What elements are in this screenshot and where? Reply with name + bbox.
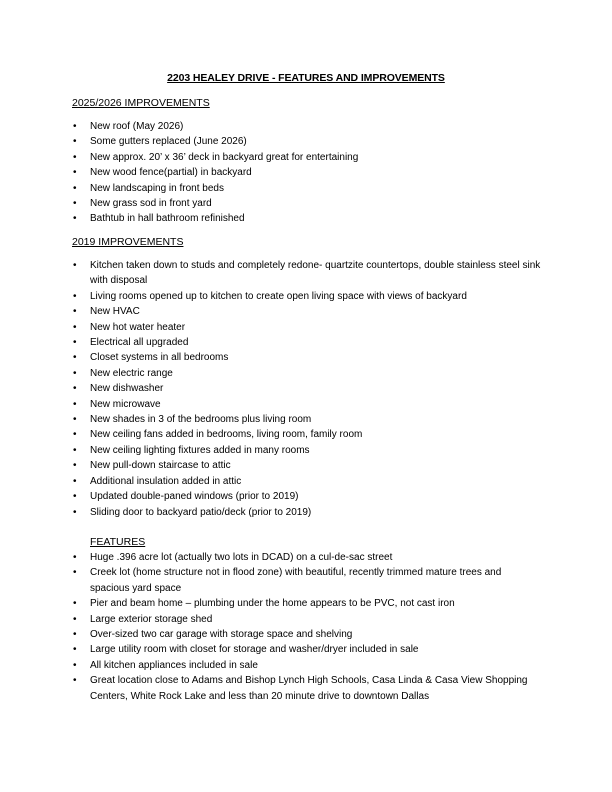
list-item bbox=[72, 381, 542, 396]
list-item-text: New landscaping in front beds bbox=[90, 182, 224, 194]
list-item-text: New microwave bbox=[90, 398, 161, 410]
list-item-text: Updated double-paned windows (prior to 2019) bbox=[90, 491, 299, 503]
bullet-icon: • bbox=[73, 552, 77, 563]
list-item-text: Additional insulation added in attic bbox=[90, 475, 242, 487]
bullet-icon: • bbox=[73, 337, 77, 349]
list-item bbox=[72, 458, 542, 473]
list-item-text: New ceiling fans added in bedrooms, living room, family room bbox=[90, 429, 363, 441]
bullet-icon: • bbox=[73, 198, 77, 210]
list-item-text: Large exterior storage shed bbox=[90, 613, 213, 625]
list-item bbox=[72, 642, 542, 657]
list-item bbox=[72, 196, 542, 211]
bullet-icon: • bbox=[73, 398, 77, 410]
list-item-text: Living rooms opened up to kitchen to create open living space with views of backyard bbox=[90, 290, 467, 302]
list-item bbox=[72, 150, 542, 165]
list-item-text: Pier and beam home – plumbing under the home appears to be PVC, not cast iron bbox=[90, 598, 455, 610]
section-heading-features: FEATURES bbox=[90, 536, 146, 548]
list-item bbox=[72, 258, 542, 289]
bullet-icon: • bbox=[73, 613, 77, 625]
section-heading-2019: 2019 IMPROVEMENTS bbox=[72, 236, 184, 248]
list-item-text: Sliding door to backyard patio/deck (prior to 2019) bbox=[90, 506, 312, 518]
bullet-icon: • bbox=[73, 475, 77, 487]
list-item bbox=[72, 350, 542, 365]
bullet-icon: • bbox=[73, 506, 77, 518]
bullet-icon: • bbox=[73, 321, 77, 333]
list-item-text: New pull-down staircase to attic bbox=[90, 460, 231, 472]
list-item bbox=[72, 612, 542, 627]
bullet-icon: • bbox=[73, 644, 77, 656]
bullet-icon: • bbox=[73, 352, 77, 364]
list-item bbox=[72, 474, 542, 489]
bullet-icon: • bbox=[73, 567, 77, 579]
list-item bbox=[72, 211, 542, 226]
list-item-text: Closet systems in all bedrooms bbox=[90, 352, 229, 364]
list-item-text: New HVAC bbox=[90, 306, 140, 318]
bullet-icon: • bbox=[73, 290, 77, 302]
list-item-text: Kitchen taken down to studs and completely redone- quartzite countertops, double stainless steel sink with disposal bbox=[90, 260, 541, 287]
bullet-icon: • bbox=[73, 383, 77, 395]
list-item bbox=[72, 335, 542, 350]
bullet-icon: • bbox=[73, 367, 77, 379]
bullet-icon: • bbox=[73, 136, 77, 148]
bullet-icon: • bbox=[73, 675, 77, 687]
bullet-icon: • bbox=[73, 213, 77, 225]
list-item bbox=[72, 565, 542, 596]
list-item-text: New dishwasher bbox=[90, 383, 164, 395]
list-item-text: New wood fence(partial) in backyard bbox=[90, 167, 252, 179]
bullet-icon: • bbox=[73, 121, 77, 132]
list-item bbox=[72, 134, 542, 149]
bullet-icon: • bbox=[73, 260, 77, 271]
list-item-text: New grass sod in front yard bbox=[90, 198, 212, 210]
list-item bbox=[72, 397, 542, 412]
list-item-text: Creek lot (home structure not in flood zone) with beautiful, recently trimmed mature trees and spacious yard space bbox=[90, 567, 502, 594]
bullet-icon: • bbox=[73, 182, 77, 194]
list-item-text: New shades in 3 of the bedrooms plus living room bbox=[90, 414, 312, 426]
bullet-icon: • bbox=[73, 167, 77, 179]
list-item-text: Some gutters replaced (June 2026) bbox=[90, 136, 247, 148]
list-item bbox=[72, 489, 542, 504]
list-item bbox=[72, 289, 542, 304]
list-item-text: Bathtub in hall bathroom refinished bbox=[90, 213, 245, 225]
list-item-text: All kitchen appliances included in sale bbox=[90, 659, 258, 671]
list-item bbox=[72, 119, 542, 134]
improvements-2025-2026-list bbox=[72, 119, 542, 227]
bullet-icon: • bbox=[73, 598, 77, 610]
list-item-text: New electric range bbox=[90, 367, 173, 379]
page-title: 2203 HEALEY DRIVE - FEATURES AND IMPROVEMENTS bbox=[167, 72, 445, 84]
bullet-icon: • bbox=[73, 429, 77, 441]
list-item-text: Huge .396 acre lot (actually two lots in DCAD) on a cul-de-sac street bbox=[90, 552, 393, 563]
list-item bbox=[72, 165, 542, 180]
bullet-icon: • bbox=[73, 444, 77, 456]
list-item bbox=[72, 658, 542, 673]
section-heading-2025-2026: 2025/2026 IMPROVEMENTS bbox=[72, 97, 210, 109]
list-item-text: New roof (May 2026) bbox=[90, 121, 184, 132]
list-item bbox=[72, 427, 542, 442]
features-list bbox=[72, 550, 542, 704]
bullet-icon: • bbox=[73, 414, 77, 426]
improvements-2019-list bbox=[72, 258, 542, 520]
list-item-text: Large utility room with closet for storage and washer/dryer included in sale bbox=[90, 644, 419, 656]
list-item-text: Over-sized two car garage with storage space and shelving bbox=[90, 629, 353, 641]
list-item bbox=[72, 366, 542, 381]
list-item-text: New approx. 20’ x 36’ deck in backyard great for entertaining bbox=[90, 151, 359, 163]
bullet-icon: • bbox=[73, 306, 77, 318]
list-item-text: Great location close to Adams and Bishop Lynch High Schools, Casa Linda & Casa View Shopping Centers, White Rock Lake and less than 20 minute drive to downtown Dallas bbox=[90, 675, 528, 702]
list-item-text: New hot water heater bbox=[90, 321, 186, 333]
list-item-text: New ceiling lighting fixtures added in many rooms bbox=[90, 444, 310, 456]
list-item bbox=[72, 304, 542, 319]
bullet-icon: • bbox=[73, 659, 77, 671]
list-item bbox=[72, 505, 542, 520]
list-item bbox=[72, 412, 542, 427]
bullet-icon: • bbox=[73, 460, 77, 472]
list-item bbox=[72, 320, 542, 335]
list-item bbox=[72, 596, 542, 611]
bullet-icon: • bbox=[73, 491, 77, 503]
bullet-icon: • bbox=[73, 151, 77, 163]
list-item-text: Electrical all upgraded bbox=[90, 337, 189, 349]
list-item bbox=[72, 550, 542, 565]
list-item bbox=[72, 181, 542, 196]
list-item bbox=[72, 627, 542, 642]
list-item bbox=[72, 673, 542, 704]
bullet-icon: • bbox=[73, 629, 77, 641]
list-item bbox=[72, 443, 542, 458]
